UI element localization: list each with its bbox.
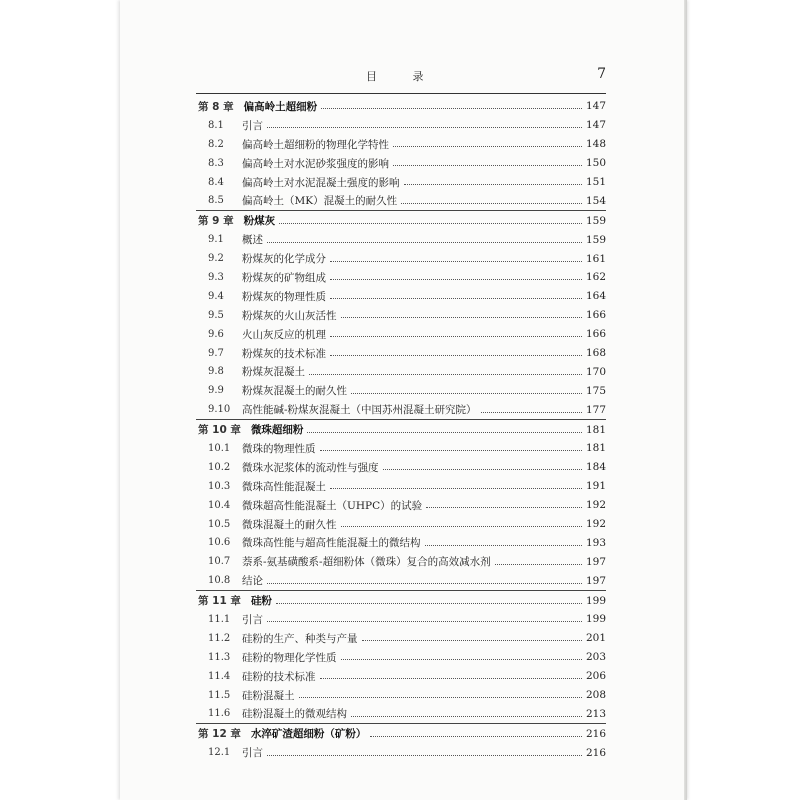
toc-entry-number: 12.1 <box>208 747 231 759</box>
toc-entry-title: 萘系-氨基磺酸系-超细粉体（微珠）复合的高效减水剂 <box>242 556 491 569</box>
toc-entry-number: 8.4 <box>208 176 224 188</box>
toc-page-number: 216 <box>585 727 606 740</box>
toc-section-row <box>196 648 606 667</box>
toc-entry-number: 9.5 <box>208 309 224 321</box>
toc-entry-title: 水淬矿渣超细粉（矿粉） <box>250 728 367 741</box>
dot-leader <box>330 297 582 299</box>
toc-entry-number: 10.6 <box>208 537 231 549</box>
toc-section-row <box>196 268 606 287</box>
dot-leader <box>362 639 582 641</box>
toc-page-number: 201 <box>585 632 606 645</box>
toc-page-number: 206 <box>585 670 606 683</box>
toc-page-number: 175 <box>585 384 606 397</box>
toc-entry-number: 9.10 <box>208 404 231 416</box>
toc-section-row <box>196 610 606 629</box>
toc-page-number: 151 <box>585 176 606 188</box>
toc-entry-number: 11.5 <box>208 689 231 701</box>
toc-entry-title: 偏高岭土超细粉 <box>243 100 318 113</box>
toc-entry-title: 微珠高性能混凝土 <box>242 480 326 493</box>
toc-entry-title: 引言 <box>242 613 263 626</box>
dot-leader <box>307 431 582 433</box>
dot-leader <box>341 658 582 660</box>
dot-leader <box>299 696 582 698</box>
toc-entry-title: 微珠超细粉 <box>250 424 304 437</box>
toc-section-row <box>196 743 606 762</box>
toc-page-number: 192 <box>585 518 606 531</box>
toc-entry-number: 10.2 <box>208 461 231 473</box>
dot-leader <box>370 735 582 737</box>
header-page-number: 7 <box>597 66 606 82</box>
toc-entry-title: 粉煤灰的技术标准 <box>242 347 326 360</box>
toc-section-row <box>196 325 606 344</box>
dot-leader <box>321 107 582 109</box>
toc-entry-number: 10.5 <box>208 518 231 530</box>
toc-section-row <box>196 362 606 381</box>
toc-page-number: 166 <box>585 328 606 341</box>
toc-entry-number: 9.4 <box>208 290 224 302</box>
dot-leader <box>320 449 582 451</box>
toc-section-row <box>196 135 606 154</box>
toc-section-row <box>196 249 606 268</box>
toc-page-number: 193 <box>585 536 606 549</box>
toc-entry-number: 10.8 <box>208 575 231 587</box>
toc-section-row <box>196 686 606 705</box>
toc-page-number: 213 <box>585 707 606 720</box>
dot-leader <box>393 164 582 166</box>
toc-section-row <box>196 400 606 419</box>
toc-chapter-row <box>196 723 606 743</box>
toc-entry-number: 8.3 <box>208 157 224 169</box>
toc-entry-title: 粉煤灰的矿物组成 <box>242 271 326 284</box>
toc-page-number: 181 <box>585 442 606 455</box>
toc-entry-title: 偏高岭土超细粉的物理化学特性 <box>242 138 389 151</box>
dot-leader <box>267 582 582 584</box>
toc-entry-number: 11.4 <box>208 670 231 682</box>
toc-page-number: 166 <box>585 309 606 322</box>
toc-entry-title: 粉煤灰的物理性质 <box>242 290 326 303</box>
toc-page-number: 181 <box>585 423 606 436</box>
toc-entry-number: 9.3 <box>208 271 224 283</box>
toc-page-number: 147 <box>585 119 606 132</box>
toc-page-number: 184 <box>585 461 606 474</box>
toc-entry-title: 结论 <box>242 575 263 588</box>
toc-entry-number: 10.4 <box>208 499 231 511</box>
page-edge <box>684 0 687 800</box>
toc-section-row <box>196 533 606 552</box>
toc-page-number: 203 <box>585 651 606 664</box>
toc-page-number: 216 <box>585 746 606 759</box>
dot-leader <box>330 354 582 356</box>
toc-page-number: 147 <box>585 100 606 113</box>
toc-section-row <box>196 306 606 325</box>
toc-entry-title: 粉煤灰的火山灰活性 <box>242 309 337 322</box>
toc-chapter-row <box>196 210 606 230</box>
dot-leader <box>495 563 582 565</box>
toc-section-row <box>196 571 606 590</box>
toc-entry-number: 11.1 <box>208 613 231 625</box>
dot-leader <box>330 487 582 489</box>
toc-entry-number: 11.6 <box>208 708 231 720</box>
dot-leader <box>267 241 582 243</box>
toc-entry-number: 8.5 <box>208 195 224 207</box>
toc-entry-title: 引言 <box>242 119 263 132</box>
dot-leader <box>279 222 582 224</box>
toc-entry-title: 硅粉的生产、种类与产量 <box>242 632 358 645</box>
toc-entry-number: 9.1 <box>208 234 224 246</box>
dot-leader <box>481 411 582 413</box>
dot-leader <box>426 506 582 508</box>
toc-page-number: 208 <box>585 689 606 702</box>
toc-entry-title: 硅粉混凝土的微观结构 <box>242 708 347 721</box>
dot-leader <box>330 260 582 262</box>
toc-entry-number: 8.1 <box>208 119 224 131</box>
dot-leader <box>267 754 582 756</box>
toc-entry-number: 11.2 <box>208 632 231 644</box>
toc-entry-title: 粉煤灰的化学成分 <box>242 253 326 266</box>
toc-page-number: 199 <box>585 594 606 607</box>
toc-entry-title: 微珠的物理性质 <box>242 442 316 455</box>
toc-entry-number: 10.1 <box>208 442 231 454</box>
toc-entry-number: 第 11 章 <box>198 595 241 608</box>
toc-page-number: 159 <box>585 233 606 246</box>
toc-section-row <box>196 705 606 724</box>
toc-entry-title: 微珠混凝土的耐久性 <box>242 518 337 531</box>
toc-entry-number: 9.8 <box>208 366 224 378</box>
dot-leader <box>383 468 582 470</box>
toc-section-row <box>196 344 606 363</box>
toc-chapter-row <box>196 590 606 610</box>
toc-entry-title: 引言 <box>242 747 263 760</box>
toc-section-row <box>196 667 606 686</box>
toc-section-row <box>196 287 606 306</box>
toc-entry-title: 偏高岭土对水泥砂浆强度的影响 <box>242 157 389 170</box>
toc-page-number: 154 <box>585 194 606 207</box>
dot-leader <box>404 183 582 185</box>
toc-entry-title: 微珠超高性能混凝土（UHPC）的试验 <box>242 499 423 512</box>
toc-section-row <box>196 552 606 571</box>
toc-page-number: 164 <box>585 290 606 303</box>
toc-section-row <box>196 439 606 458</box>
toc-page-number: 177 <box>585 403 606 416</box>
dot-leader <box>393 145 582 147</box>
header-title: 目 录 <box>366 70 440 83</box>
toc-section-row <box>196 381 606 400</box>
dot-leader <box>276 602 582 604</box>
toc-entry-number: 第 12 章 <box>198 728 241 741</box>
dot-leader <box>341 316 582 318</box>
dot-leader <box>351 392 582 394</box>
toc-page-number: 199 <box>585 613 606 626</box>
toc-entry-number: 8.2 <box>208 138 224 150</box>
toc-page-number: 159 <box>585 214 606 227</box>
dot-leader <box>425 544 582 546</box>
toc-entry-number: 11.3 <box>208 651 231 663</box>
toc-section-row <box>196 477 606 496</box>
dot-leader <box>267 126 582 128</box>
toc-chapter-row <box>196 97 606 116</box>
toc-entry-title: 火山灰反应的机理 <box>242 328 326 341</box>
toc-entry-title: 微珠高性能与超高性能混凝土的微结构 <box>242 537 421 550</box>
toc-entry-title: 硅粉的技术标准 <box>242 670 316 683</box>
toc-section-row <box>196 629 606 648</box>
header-rule <box>196 93 606 94</box>
toc-entry-title: 概述 <box>242 234 263 247</box>
toc-entry-title: 粉煤灰 <box>243 215 276 228</box>
toc-section-row <box>196 191 606 210</box>
toc-section-row <box>196 496 606 515</box>
toc-entry-title: 硅粉的物理化学性质 <box>242 651 337 664</box>
toc-page-number: 150 <box>585 157 606 170</box>
toc-entry-title: 高性能碱-粉煤灰混凝土（中国苏州混凝土研究院） <box>242 404 477 417</box>
toc-page-number: 168 <box>585 347 606 360</box>
toc-section-row <box>196 515 606 534</box>
toc-entry-title: 粉煤灰混凝土 <box>242 366 305 379</box>
toc-page-number: 197 <box>585 574 606 587</box>
toc-section-row <box>196 230 606 249</box>
toc-entry-title: 硅粉混凝土 <box>242 689 295 702</box>
toc-entry-title: 硅粉 <box>250 595 272 608</box>
dot-leader <box>401 202 582 204</box>
toc-chapter-row <box>196 419 606 439</box>
toc-page-number: 162 <box>585 271 606 284</box>
running-header <box>196 66 606 86</box>
dot-leader <box>267 620 582 622</box>
toc-section-row <box>196 154 606 173</box>
dot-leader <box>330 278 582 280</box>
dot-leader <box>351 715 582 717</box>
dot-leader <box>309 373 582 375</box>
dot-leader <box>320 677 582 679</box>
toc-entry-title: 微珠水泥浆体的流动性与强度 <box>242 461 379 474</box>
toc-page-number: 170 <box>585 365 606 378</box>
toc-entry-title: 偏高岭土（MK）混凝土的耐久性 <box>242 195 398 208</box>
dot-leader <box>330 335 582 337</box>
toc-page-number: 197 <box>585 555 606 568</box>
toc-page-number: 148 <box>585 138 606 151</box>
toc-entry-number: 10.7 <box>208 556 231 568</box>
toc-section-row <box>196 173 606 192</box>
toc-entry-title: 粉煤灰混凝土的耐久性 <box>242 385 347 398</box>
toc-page-number: 191 <box>585 480 606 493</box>
dot-leader <box>341 525 582 527</box>
toc-entry-number: 9.9 <box>208 385 224 397</box>
toc-section-row <box>196 458 606 477</box>
toc-entry-number: 第 10 章 <box>198 424 241 437</box>
toc-entry-title: 偏高岭土对水泥混凝土强度的影响 <box>242 176 400 189</box>
toc-entry-number: 9.2 <box>208 253 224 265</box>
toc-entry-number: 10.3 <box>208 480 231 492</box>
toc-entry-number: 第 8 章 <box>198 100 234 113</box>
toc-entry-number: 第 9 章 <box>198 215 234 228</box>
toc-section-row <box>196 116 606 135</box>
toc-page-number: 192 <box>585 499 606 512</box>
toc-page-number: 161 <box>585 252 606 265</box>
toc-entry-number: 9.7 <box>208 347 224 359</box>
table-of-contents <box>196 97 606 762</box>
toc-entry-number: 9.6 <box>208 328 224 340</box>
